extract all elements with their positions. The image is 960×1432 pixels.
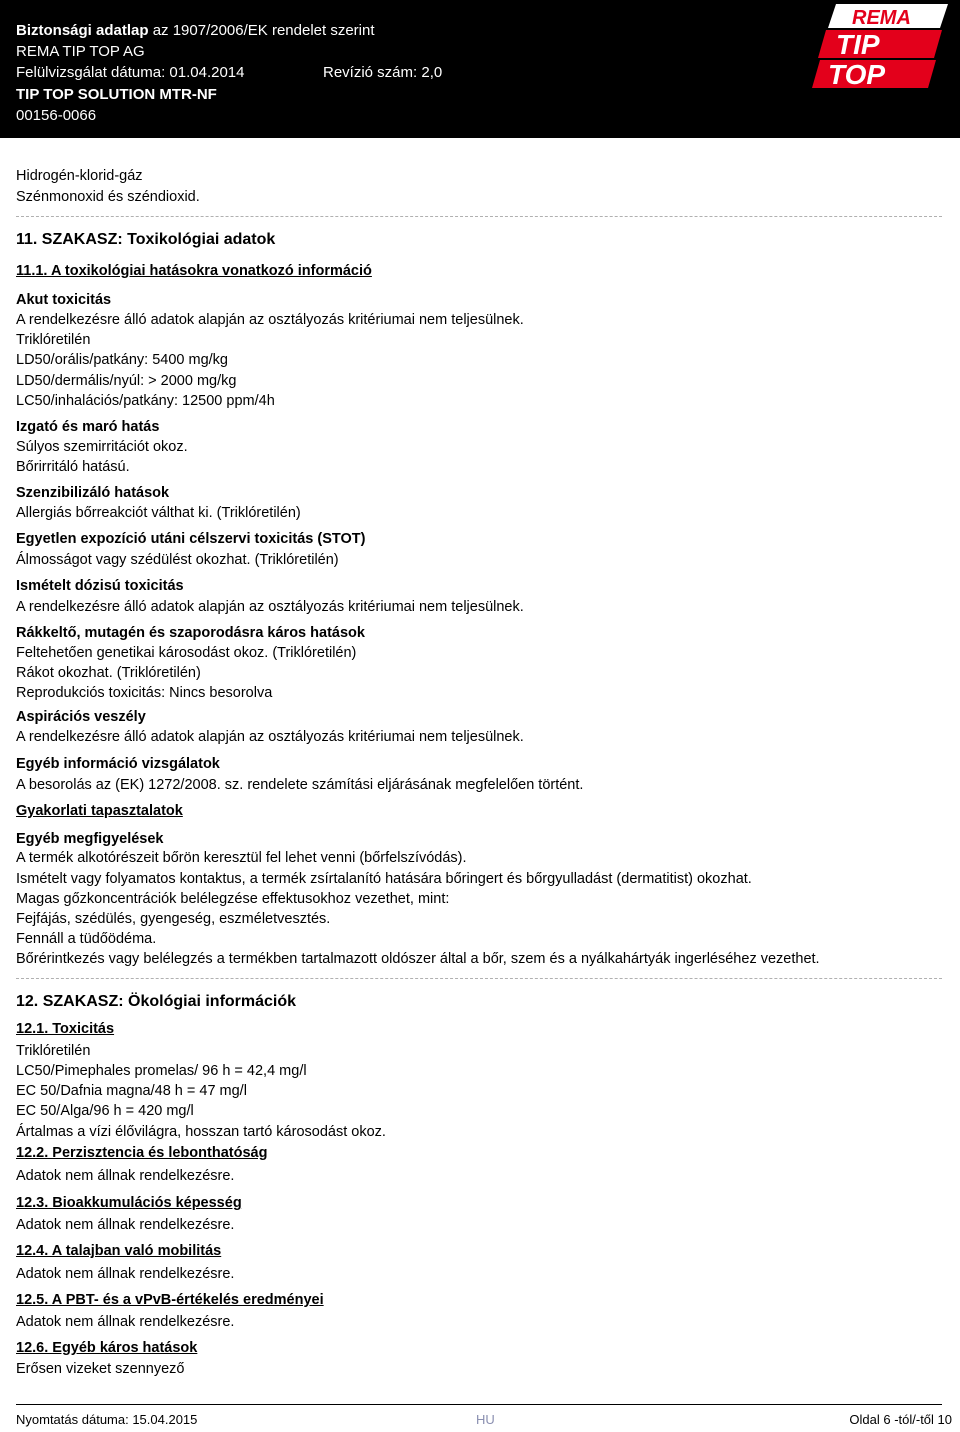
intro-line: Szénmonoxid és széndioxid. [16,189,200,205]
aspiration-heading: Aspirációs veszély [16,709,146,725]
rema-tip-top-logo [812,2,952,90]
product-code: 00156-0066 [16,107,97,124]
pbt-text: Adatok nem állnak rendelkezésre. [16,1314,235,1330]
observations-heading: Egyéb megfigyelések [16,831,164,847]
page-number: Oldal 6 -tól/-től 10 [849,1412,952,1427]
acute-toxicity-line: LD50/dermális/nyúl: > 2000 mg/kg [16,373,237,389]
section-11-title: 11. SZAKASZ: Toxikológiai adatok [16,231,276,248]
sensitisation-line: Allergiás bőrreakciót válthat ki. (Triklóretilén) [16,505,301,521]
footer-rule [16,1404,942,1405]
observation-line: Fejfájás, szédülés, gyengeség, eszméletvesztés. [16,911,331,927]
toxicity-line: LC50/Pimephales promelas/ 96 h = 42,4 mg/l [16,1063,307,1079]
toxicity-heading: 12.1. Toxicitás [16,1021,115,1037]
persistence-heading: 12.2. Perzisztencia és lebonthatóság [16,1145,268,1161]
section-12-title: 12. SZAKASZ: Ökológiai információk [16,993,297,1010]
acute-toxicity-line: Triklóretilén [16,332,91,348]
observation-line: Fennáll a tüdőödéma. [16,931,157,947]
mobility-heading: 12.4. A talajban való mobilitás [16,1243,222,1259]
irritant-heading: Izgató és maró hatás [16,419,160,435]
persistence-text: Adatok nem állnak rendelkezésre. [16,1168,235,1184]
cmr-line: Rákot okozhat. (Triklóretilén) [16,665,201,681]
toxicity-line: EC 50/Alga/96 h = 420 mg/l [16,1103,194,1119]
observation-line: A termék alkotórészeit bőrön keresztül fel lehet venni (bőrfelszívódás). [16,850,467,866]
observation-line: Bőrérintkezés vagy belélegzés a termékben tartalmazott oldószer által a bőr, szem és a nyálkahártyák ingerléséhez vezethet. [16,951,820,967]
acute-toxicity-heading: Akut toxicitás [16,292,112,308]
bioaccumulation-heading: 12.3. Bioakkumulációs képesség [16,1195,242,1211]
observation-line: Magas gőzkoncentrációk belélegzése effektusokhoz vezethet, mint: [16,891,450,907]
bioaccumulation-text: Adatok nem állnak rendelkezésre. [16,1217,235,1233]
subsection-11-1-title: 11.1. A toxikológiai hatásokra vonatkozó információ [16,263,372,279]
document-title-bold: Biztonsági adatlap [16,22,149,39]
print-date: Nyomtatás dátuma: 15.04.2015 [16,1412,198,1427]
cmr-line: Reprodukciós toxicitás: Nincs besorolva [16,685,273,701]
section-divider [16,216,942,217]
review-date: Felülvizsgálat dátuma: 01.04.2014 [16,64,245,81]
acute-toxicity-line: LD50/orális/patkány: 5400 mg/kg [16,352,228,368]
observation-line: Ismételt vagy folyamatos kontaktus, a termék zsírtalanító hatására bőringert és bőrgyulladást (dermatitist) okozhat. [16,871,752,887]
acute-toxicity-line: A rendelkezésre álló adatok alapján az osztályozás kritériumai nem teljesülnek. [16,312,524,328]
stot-line: Álmosságot vagy szédülést okozhat. (Triklóretilén) [16,552,339,568]
document-title-rest: az 1907/2006/EK rendelet szerint [148,22,375,39]
pbt-heading: 12.5. A PBT- és a vPvB-értékelés eredményei [16,1292,324,1308]
stot-heading: Egyetlen expozíció utáni célszervi toxicitás (STOT) [16,531,366,547]
document-title [16,22,375,39]
practical-experience-heading: Gyakorlati tapasztalatok [16,803,183,819]
toxicity-line: EC 50/Dafnia magna/48 h = 47 mg/l [16,1083,247,1099]
mobility-text: Adatok nem állnak rendelkezésre. [16,1266,235,1282]
acute-toxicity-line: LC50/inhalációs/patkány: 12500 ppm/4h [16,393,275,409]
language-code: HU [476,1412,495,1427]
intro-line: Hidrogén-klorid-gáz [16,168,143,184]
section-divider [16,978,942,979]
product-name: TIP TOP SOLUTION MTR-NF [16,86,217,103]
aspiration-line: A rendelkezésre álló adatok alapján az osztályozás kritériumai nem teljesülnek. [16,729,524,745]
company-name: REMA TIP TOP AG [16,43,145,60]
adverse-effects-text: Erősen vizeket szennyező [16,1361,185,1377]
revision-number: Revízió szám: 2,0 [323,64,443,81]
logo-top-text: REMA [852,7,911,29]
logo-bottom-text: TOP [828,59,886,90]
toxicity-line: Triklóretilén [16,1043,91,1059]
cmr-heading: Rákkeltő, mutagén és szaporodásra káros hatások [16,625,365,641]
logo-mid-text: TIP [836,29,880,60]
toxicity-line: Ártalmas a vízi élővilágra, hosszan tartó károsodást okoz. [16,1124,386,1140]
other-info-line: A besorolás az (EK) 1272/2008. sz. rendelete számítási eljárásának megfelelően történt. [16,777,584,793]
cmr-line: Feltehetően genetikai károsodást okoz. (Triklóretilén) [16,645,357,661]
adverse-effects-heading: 12.6. Egyéb káros hatások [16,1340,198,1356]
other-info-heading: Egyéb információ vizsgálatok [16,756,220,772]
irritant-line: Bőrirritáló hatású. [16,459,130,475]
repeated-dose-line: A rendelkezésre álló adatok alapján az osztályozás kritériumai nem teljesülnek. [16,599,524,615]
sensitisation-heading: Szenzibilizáló hatások [16,485,170,501]
repeated-dose-heading: Ismételt dózisú toxicitás [16,578,184,594]
irritant-line: Súlyos szemirritációt okoz. [16,439,188,455]
